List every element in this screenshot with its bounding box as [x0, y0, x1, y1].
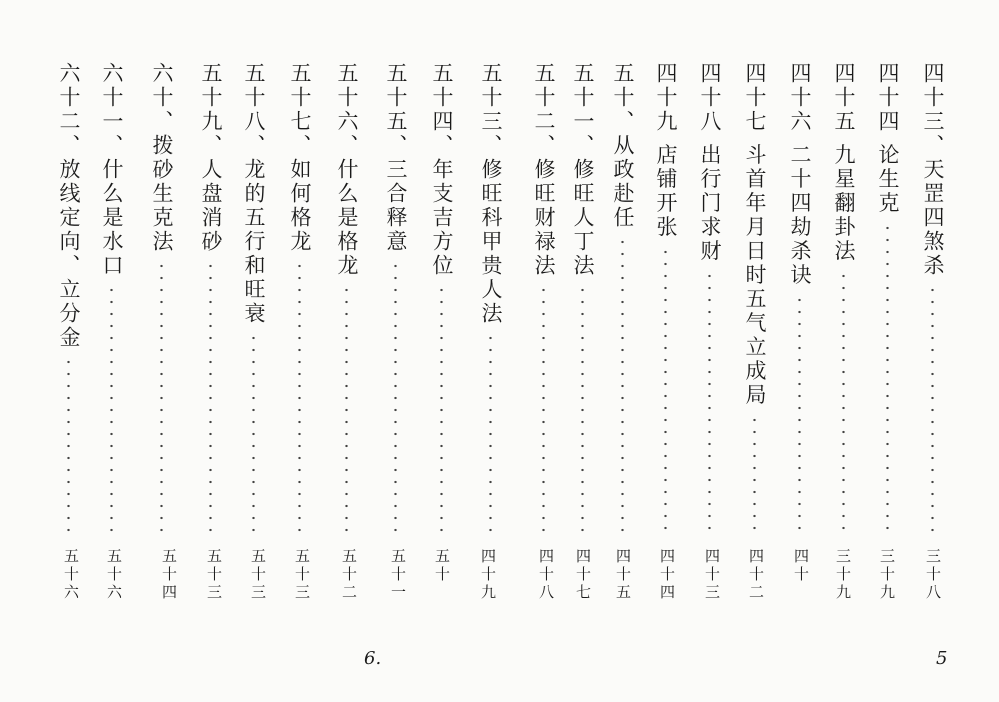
toc-entry-page: 三十九 [878, 548, 896, 602]
page-number-right: 5 [936, 648, 948, 669]
toc-entry-page: 五十三 [205, 548, 223, 602]
toc-entry-title: 四十八 出行门求财 [698, 62, 722, 264]
dot-leader [110, 284, 113, 532]
toc-entry-title: 五十三、修旺科甲贵人法 [479, 62, 503, 326]
toc-entry [699, 62, 720, 532]
dot-leader [298, 260, 301, 532]
toc-entry-title: 六十二、放线定向、立分金 [57, 62, 81, 350]
toc-entry-page: 四十七 [574, 548, 592, 602]
toc-entry [744, 62, 765, 532]
dot-leader [542, 284, 545, 532]
toc-entry-page: 五十四 [160, 548, 178, 602]
toc-entry-page: 四十 [792, 548, 810, 584]
toc-entry-title: 四十三、天罡四煞杀 [921, 62, 945, 278]
dot-leader [708, 270, 711, 532]
toc-entry-title: 五十七、如何格龙 [288, 62, 312, 254]
toc-entry-title: 四十五 九星翻卦法 [832, 62, 856, 264]
toc-entry-title: 六十一、什么是水口 [100, 62, 124, 278]
dot-leader [160, 260, 163, 532]
toc-entry [789, 62, 810, 532]
dot-leader [753, 414, 756, 532]
toc-entry-title: 六十、拨砂生克法 [150, 62, 174, 254]
dot-leader [489, 332, 492, 532]
toc-entry-page: 四十三 [703, 548, 721, 602]
dot-leader [394, 260, 397, 532]
toc-entry [58, 62, 79, 532]
toc-entry [480, 62, 501, 532]
toc-entry-page: 五十六 [62, 548, 80, 602]
toc-entry [612, 62, 633, 532]
toc-entry-page: 三十八 [924, 548, 942, 602]
toc-entry-page: 五十 [433, 548, 451, 584]
toc-entry [572, 62, 593, 532]
toc-entry-page: 五十三 [249, 548, 267, 602]
toc-entry-title: 五十五、三合释意 [384, 62, 408, 254]
toc-entry-page: 四十二 [747, 548, 765, 602]
toc-entry [151, 62, 172, 532]
toc-entry [101, 62, 122, 532]
toc-entry-title: 四十六 二十四劫杀诀 [788, 62, 812, 288]
toc-entry [877, 62, 898, 532]
toc-entry-title: 四十九 店铺开张 [654, 62, 678, 240]
dot-leader [581, 284, 584, 532]
toc-entry [833, 62, 854, 532]
toc-entry-title: 五十六、什么是格龙 [335, 62, 359, 278]
dot-leader [931, 284, 934, 532]
toc-entry-title: 五十九、人盘消砂 [199, 62, 223, 254]
toc-entry [655, 62, 676, 532]
dot-leader [67, 356, 70, 532]
dot-leader [664, 246, 667, 532]
dot-leader [798, 294, 801, 532]
toc-entry [922, 62, 943, 532]
dot-leader [886, 222, 889, 532]
toc-entry-title: 四十四 论生克 [876, 62, 900, 216]
toc-entry [200, 62, 221, 532]
dot-leader [252, 332, 255, 532]
toc-entry-page: 四十八 [537, 548, 555, 602]
page-number-left: 6. [364, 648, 382, 669]
dot-leader [842, 270, 845, 532]
toc-entry [243, 62, 264, 532]
toc-entry-page: 五十三 [293, 548, 311, 602]
dot-leader [621, 236, 624, 532]
toc-entry-title: 四十七 斗首年月日时五气立成局 [743, 62, 767, 408]
toc-entry-page: 五十一 [389, 548, 407, 602]
toc-entry [431, 62, 452, 532]
toc-entry-title: 五十、从政赴任 [611, 62, 635, 230]
toc-entry [533, 62, 554, 532]
dot-leader [209, 260, 212, 532]
toc-entry-title: 五十二、修旺财禄法 [532, 62, 556, 278]
toc-entry-page: 四十五 [614, 548, 632, 602]
toc-entry-title: 五十一、修旺人丁法 [571, 62, 595, 278]
toc-entry [336, 62, 357, 532]
toc-entry-page: 五十二 [340, 548, 358, 602]
dot-leader [345, 284, 348, 532]
toc-entry-page: 三十九 [834, 548, 852, 602]
toc-entry [289, 62, 310, 532]
toc-entry-title: 五十四、年支吉方位 [430, 62, 454, 278]
dot-leader [440, 284, 443, 532]
toc-entry [385, 62, 406, 532]
toc-entry-title: 五十八、龙的五行和旺衰 [242, 62, 266, 326]
toc-entry-page: 四十九 [479, 548, 497, 602]
toc-entry-page: 四十四 [658, 548, 676, 602]
toc-entry-page: 五十六 [105, 548, 123, 602]
